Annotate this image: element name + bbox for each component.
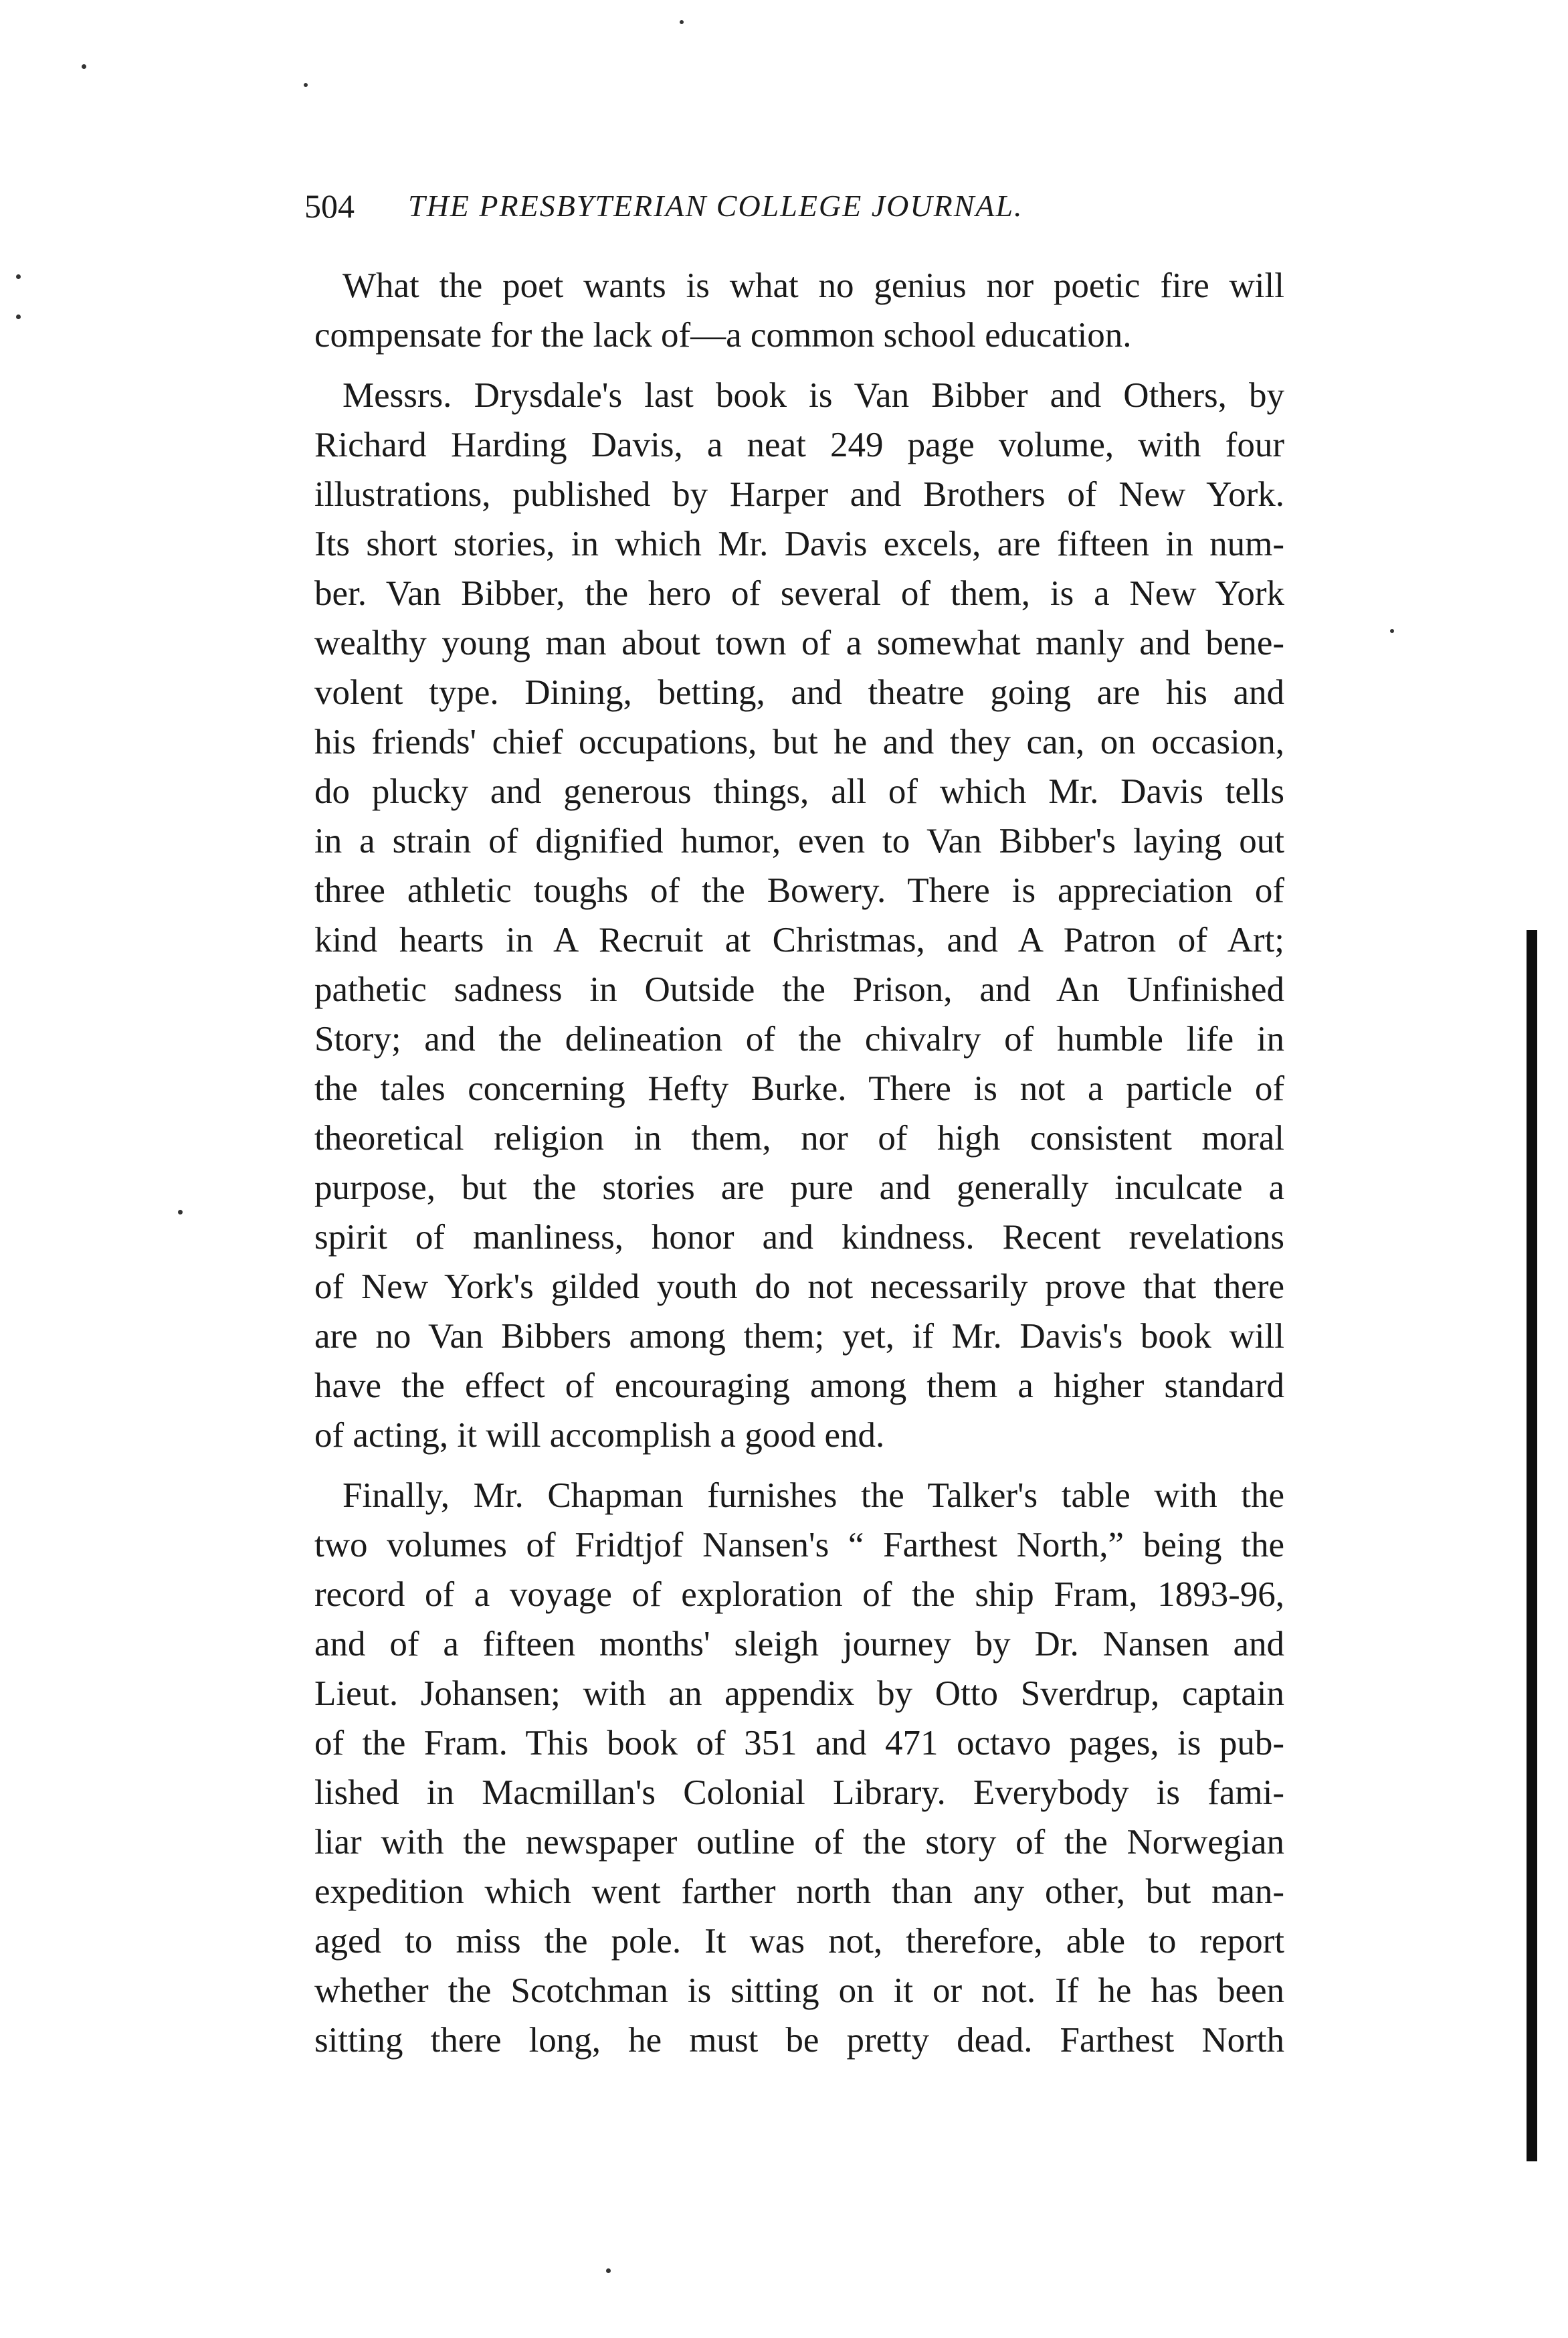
text-line: and of a fifteen months' sleigh journey by Dr. Nansen and <box>314 1625 1284 1663</box>
text-line: sitting there long, he must be pretty dead. Farthest North <box>314 2021 1284 2060</box>
text-line: of New York's gilded youth do not necessarily prove that there <box>314 1267 1284 1306</box>
text-line: the tales concerning Hefty Burke. There is not a particle of <box>314 1069 1284 1108</box>
text-line: ber. Van Bibber, the hero of several of them, is a New York <box>314 574 1284 613</box>
text-line: in a strain of dignified humor, even to Van Bibber's laying out <box>314 822 1284 861</box>
text-line: record of a voyage of exploration of the ship Fram, 1893-96, <box>314 1575 1284 1614</box>
text-line: compensate for the lack of—a common school education. <box>314 316 1132 355</box>
page-number: 504 <box>304 187 355 225</box>
running-title: THE PRESBYTERIAN COLLEGE JOURNAL. <box>408 189 1023 223</box>
text-line: Messrs. Drysdale's last book is Van Bibber and Others, by <box>342 376 1284 415</box>
text-line: are no Van Bibbers among them; yet, if Mr. Davis's book will <box>314 1317 1284 1356</box>
scan-speck <box>680 20 684 24</box>
text-line: Finally, Mr. Chapman furnishes the Talker's table with the <box>342 1476 1284 1515</box>
text-line: his friends' chief occupations, but he and they can, on occasion, <box>314 723 1284 761</box>
text-line: of acting, it will accomplish a good end. <box>314 1416 885 1455</box>
text-line: liar with the newspaper outline of the story of the Norwegian <box>314 1823 1284 1862</box>
text-line: whether the Scotchman is sitting on it or not. If he has been <box>314 1971 1284 2010</box>
text-line: lished in Macmillan's Colonial Library. Everybody is fami- <box>314 1773 1284 1812</box>
text-line: three athletic toughs of the Bowery. There is appreciation of <box>314 871 1284 910</box>
text-line: spirit of manliness, honor and kindness. Recent revelations <box>314 1218 1284 1257</box>
text-line: theoretical religion in them, nor of high consistent moral <box>314 1119 1284 1158</box>
text-line: wealthy young man about town of a somewhat manly and bene- <box>314 624 1284 662</box>
paragraph <box>314 261 1284 360</box>
text-line: have the effect of encouraging among them a higher standard <box>314 1366 1284 1405</box>
text-line: of the Fram. This book of 351 and 471 octavo pages, is pub- <box>314 1724 1284 1763</box>
text-line: volent type. Dining, betting, and theatre going are his and <box>314 673 1284 712</box>
scan-speck <box>1390 629 1394 633</box>
text-line: Story; and the delineation of the chivalry of humble life in <box>314 1020 1284 1059</box>
text-line: two volumes of Fridtjof Nansen's “ Farthest North,” being the <box>314 1526 1284 1564</box>
text-line: aged to miss the pole. It was not, therefore, able to report <box>314 1922 1284 1961</box>
scan-speck <box>606 2268 611 2273</box>
text-line: purpose, but the stories are pure and generally inculcate a <box>314 1168 1284 1207</box>
scan-margin-bar <box>1527 930 1537 2161</box>
scan-speck <box>16 314 21 319</box>
scan-speck <box>82 64 86 69</box>
text-line: illustrations, published by Harper and Brothers of New York. <box>314 475 1284 514</box>
paragraph <box>314 1471 1284 2065</box>
body-text <box>314 261 1284 2065</box>
paragraph <box>314 371 1284 1460</box>
text-line: expedition which went farther north than any other, but man- <box>314 1872 1284 1911</box>
text-line: pathetic sadness in Outside the Prison, and An Unfinished <box>314 970 1284 1009</box>
text-line: Its short stories, in which Mr. Davis excels, are fifteen in num- <box>314 525 1284 563</box>
scan-speck <box>178 1210 183 1215</box>
text-line: kind hearts in A Recruit at Christmas, and A Patron of Art; <box>314 921 1284 960</box>
text-line: What the poet wants is what no genius nor poetic fire will <box>342 266 1284 305</box>
scan-speck <box>16 274 21 279</box>
page-header <box>304 179 1281 233</box>
text-line: do plucky and generous things, all of which Mr. Davis tells <box>314 772 1284 811</box>
scan-speck <box>304 83 308 87</box>
text-line: Richard Harding Davis, a neat 249 page volume, with four <box>314 426 1284 464</box>
text-line: Lieut. Johansen; with an appendix by Otto Sverdrup, captain <box>314 1674 1284 1713</box>
